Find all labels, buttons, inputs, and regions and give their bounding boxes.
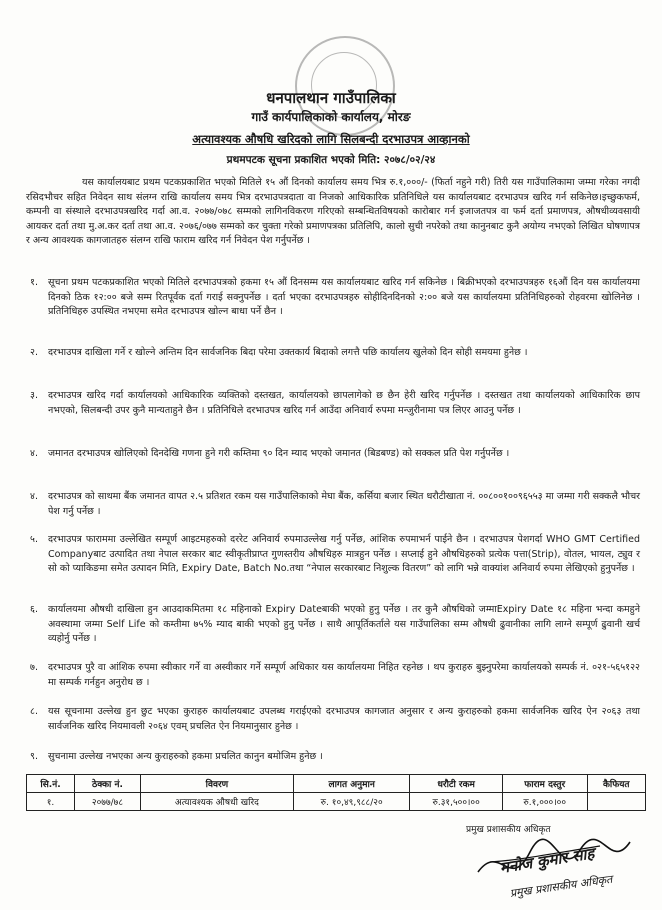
item-number: ८.	[30, 706, 38, 717]
notice-title	[0, 132, 662, 147]
column-header: ठेक्का नं.	[75, 775, 141, 793]
item-number: ६.	[30, 604, 38, 615]
signatory-title: प्रमुख प्रशासकीय अधिकृत	[466, 825, 551, 835]
column-header: विवरण	[140, 775, 293, 793]
table-cell	[587, 793, 645, 811]
list-item	[26, 346, 640, 361]
tender-table	[26, 774, 646, 811]
publish-date-line: प्रथमपटक सूचना प्रकाशित भएको मिति: २०७८/०२/२४	[226, 154, 436, 166]
item-text: दरभाउपत्र दाखिला गर्ने र खोल्ने अन्तिम दिन सार्वजनिक बिदा परेमा उक्तकार्य बिदाको लगत्तै पछि कार्यालय खुलेको दिन सोही समयमा हुनेछ ।	[48, 347, 528, 358]
item-text: कार्यालयमा औषधी दाखिला हुन आउदाकमितमा १८ महिनाको Expiry Dateबाकी भएको हुनु पर्नेछ । तर कुनै औषधिको जम्माExpiry Date १८ महिना भन्दा कमहुने अवस्थामा जम्मा Self Life को कम्तीमा ७५% म्याद बाकी भएको हुनु पर्नेछ । साथै आपूर्तिकर्ताले यस गाउँपालिका सम्म औषधी ढुवानीका लागि लाग्ने सम्पूर्ण ढुवानी खर्च व्यहोर्नु पर्नेछ ।	[48, 604, 640, 644]
list-item	[26, 603, 640, 647]
column-header: धरौटी रकम	[410, 775, 502, 793]
table-cell: रु.३१,५००।००	[410, 793, 502, 811]
item-number: ९.	[30, 751, 38, 762]
list-item	[26, 750, 640, 765]
item-number: ४.	[30, 491, 38, 502]
item-number: २.	[30, 347, 38, 358]
list-item	[26, 447, 640, 462]
item-text: सुचनामा उल्लेख नभएका अन्य कुराहरुको हकमा प्रचलित कानुन बमोजिम हुनेछ ।	[48, 751, 323, 762]
table-cell: २०७७/७८	[75, 793, 141, 811]
intro-paragraph: यस कार्यालयबाट प्रथम पटकप्रकाशित भएको मितिले १५ औं दिनको कार्यालय समय भित्र रु.१,०००/- (फिर्ता नहुने गरी) तिरी यस गाउँपालिकामा जम्मा गरेका नगदी रसिदभौचर सहित निवेदन साथ संलग्न राखि कार्यालय समय भित्र दरभाउपत्रदाता वा निजको आधिकारिक प्रतिनिधिले यस कार्यालयबाट दरभाउपत्र खरिद गर्न सकिनेछ।इच्छुकफर्म, कम्पनी वा संस्थाले दरभाउपत्रखरिद गर्दा आ.व. २०७७/०७८ सम्मको लागिनविकरण गरिएको सम्बन्धितविषयको कारोबार गर्न इजाजतपत्र वा फर्म दर्ता प्रमाणपत्र, औषधीव्यवसायी आयकर दर्ता तथा मु.अ.कर दर्ता तथा आ.व. २०७६/०७७ सम्मको कर चुक्ता गरेको प्रमाणपत्रका प्रतिलिपि, कालो सुची नपरेको तथा कानुनबाट कुनै अयोग्य नभएको लिखित घोषणापत्र र अन्य आवश्यक कागजातहरु संलग्न राखि फाराम खरिद गर्न निवेदन पेश गर्नुपर्नेछ ।	[26, 177, 640, 246]
column-header: सि.नं.	[27, 775, 75, 793]
table-cell: अत्यावश्यक औषधी खरिद	[140, 793, 293, 811]
list-item	[26, 661, 640, 690]
item-number: ५.	[30, 534, 38, 545]
signatory-name: मनोज कुमार साह	[498, 844, 596, 877]
office-name: गाउँ कार्यपालिकाको कार्यालय, मोरङ	[251, 110, 411, 124]
item-number: ३.	[30, 390, 38, 401]
item-text: दरभाउपत्र खरिद गर्दा कार्यालयको आधिकारिक व्यक्तिको दस्तखत, कार्यालयको छापलागेको छ छैन हेरी खरिद गर्नुपर्नेछ । दस्तखत तथा कार्यालयको आधिकारिक छाप नभएको, सिलबन्दी उपर कुनै मान्यताहुने छैन । प्रतिनिधिले दरभाउपत्र खरिद गर्न आउँदा अनिवार्य रुपमा मन्जुरीनामा पत्र लिएर आउनु पर्नेछ ।	[48, 390, 640, 416]
item-number: १.	[30, 277, 38, 288]
item-text: दरभाउपत्र को साथमा बैंक जमानत वापत २.५ प्रतिशत रकम यस गाउँपालिकाको मेघा बैंक, कर्सिया बजार स्थित धरौटीखाता नं. ००८००१००९६५५३ मा जम्मा गरी सक्कलै भौचर पेश गर्नु पर्नेछ ।	[48, 491, 640, 517]
org-name: धनपालथान गाउँपालिका	[266, 89, 396, 107]
list-item	[26, 705, 640, 734]
table-cell: १.	[27, 793, 75, 811]
item-text: यस सूचनामा उल्लेख हुन छुट भएका कुराहरु कार्यालयबाट उपलब्ध गराईएको दरभाउपत्र कागजात अनुसार र अन्य कुराहरुको हकमा सार्वजनिक खरिद ऐन २०६३ तथा सार्वजनिक खरिद नियमावली २०६४ एवम् प्रचलित ऐन नियमानुसार हुनेछ ।	[48, 706, 640, 732]
item-text: दरभाउपत्र फाराममा उल्लेखित सम्पूर्ण आइटमहरुको दररेट अनिवार्य रुपमाउल्लेख गर्नु पर्नेछ, आंशिक रुपमाभर्न पाईने छैन । दरभाउपत्र पेशगर्दा WHO GMT Certified Companyबाट उत्पादित तथा नेपाल सरकार बाट स्वीकृतीप्राप्त गुणस्तरीय औषधिहरु मात्रहुन पर्नेछ । सप्लाई हुने औषधिहरुको प्रत्येक पत्ता(Strip), वोतल, भायल, ट्युव र सो को प्याकिङमा समेत उत्पादन मिति, Expiry Date, Batch No.तथा “नेपाल सरकारबाट निशुल्क वितरण” को लागि भन्ने वाक्यांश अनिवार्य रुपमा लेखिएको हुनुपर्नेछ ।	[48, 534, 640, 574]
notice-title-text: अत्यावश्यक औषधि खरिदको लागि सिलबन्दी दरभाउपत्र आव्हानको	[192, 132, 470, 146]
column-header: लागत अनुमान	[293, 775, 410, 793]
item-text: जमानत दरभाउपत्र खोलिएको दिनदेखि गणना हुने गरी कम्तिमा ९० दिन म्याद भएको जमानत (बिडबण्ड) को सक्कल प्रति पेश गर्नुपर्नेछ ।	[48, 448, 510, 459]
item-number: ४.	[30, 448, 38, 459]
column-header: फाराम दस्तुर	[502, 775, 587, 793]
item-text: सूचना प्रथम पटकप्रकाशित भएको मितिले दरभाउपत्रको हकमा १५ औं दिनसम्म यस कार्यालयबाट खरिद गर्न सकिनेछ । बिक्रीभएको दरभाउपत्रहरु १६औं दिन यस कार्यालयमा दिनको ठिक १२:०० बजे सम्म रितपूर्वक दर्ता गराई सक्नुपर्नेछ । दर्ता भएका दरभाउपत्रहरु सोहीदिनदिनको २:०० बजे यस कार्यालयमा प्रतिनिधिहरुको रोहवरमा खोलिनेछ । प्रतिनिधिहरु उपस्थित नभएमा समेत दरभाउपत्र खोल्न बाधा पर्ने छैन ।	[48, 277, 640, 317]
column-header: कैफियत	[587, 775, 645, 793]
list-item	[26, 490, 640, 519]
table-row	[27, 793, 646, 811]
item-number: ७.	[30, 662, 38, 673]
item-text: दरभाउपत्र पुरै वा आंशिक रुपमा स्वीकार गर्ने वा अस्वीकार गर्ने सम्पूर्ण अधिकार यस कार्यालयमा निहित रहनेछ । थप कुराहरु बुझ्नुपरेमा कार्यालयको सम्पर्क नं. ०२१-५६५१२२ मा सम्पर्क गर्नहुन अनुरोध छ ।	[48, 662, 640, 688]
table-header-row	[27, 775, 646, 793]
table-cell: रु.१,०००।००	[502, 793, 587, 811]
list-item	[26, 276, 640, 320]
list-item	[26, 389, 640, 418]
list-item	[26, 533, 640, 577]
signatory-designation: प्रमुख प्रशासकीय अधिकृत	[509, 872, 614, 900]
table-cell: रु. १०,४९,९८८/२०	[293, 793, 410, 811]
